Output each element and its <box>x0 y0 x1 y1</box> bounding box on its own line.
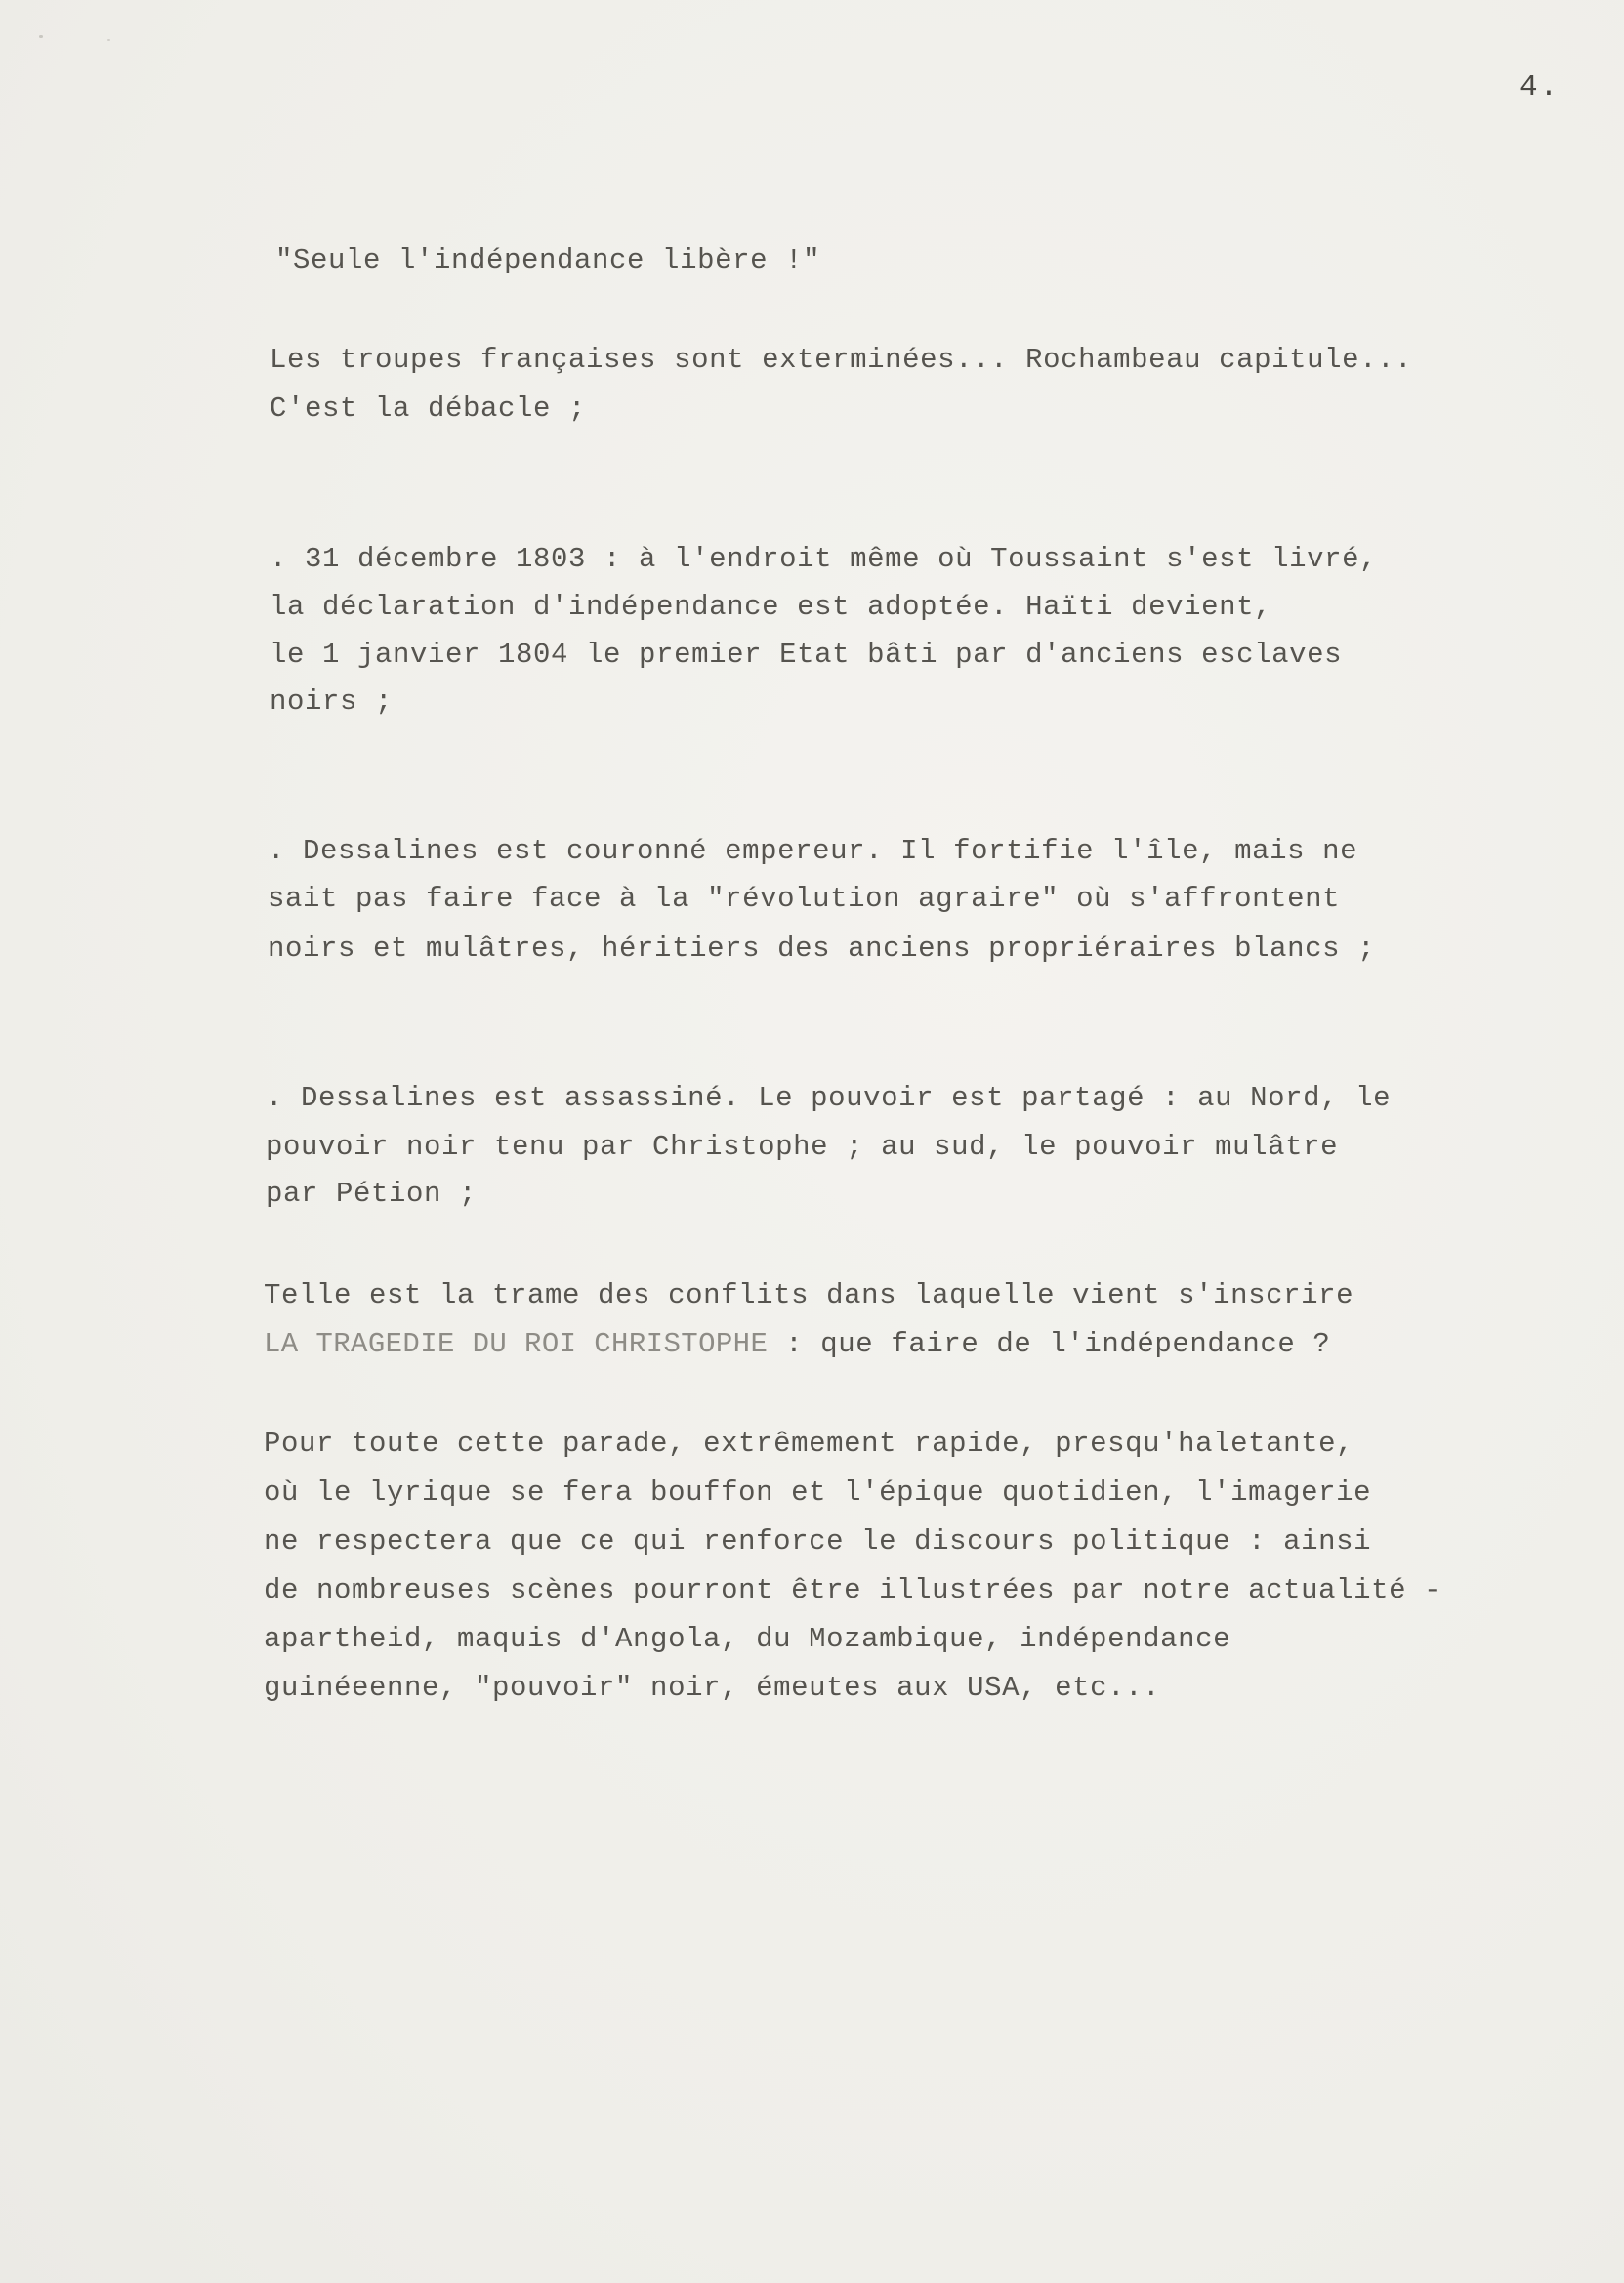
paragraph-7-line-3: ne respectera que ce qui renforce le discours politique : ainsi <box>264 1525 1372 1557</box>
paragraph-7-line-1: Pour toute cette parade, extrêmement rapide, presqu'haletante, <box>264 1428 1354 1460</box>
paragraph-7-line-6: guinéeenne, "pouvoir" noir, émeutes aux USA, etc... <box>264 1672 1161 1704</box>
paragraph-6-line-1: Telle est la trame des conflits dans laquelle vient s'inscrire <box>264 1279 1354 1311</box>
paragraph-5-line-1: . Dessalines est assassiné. Le pouvoir est partagé : au Nord, le <box>266 1082 1392 1114</box>
paragraph-5-line-2: pouvoir noir tenu par Christophe ; au sud, le pouvoir mulâtre <box>266 1131 1339 1163</box>
paragraph-5-line-3: par Pétion ; <box>266 1178 478 1210</box>
paragraph-3-line-1: . 31 décembre 1803 : à l'endroit même où Toussaint s'est livré, <box>270 543 1378 575</box>
paragraph-4-line-3: noirs et mulâtres, héritiers des anciens propriéraires blancs ; <box>268 933 1376 965</box>
paragraph-7-line-4: de nombreuses scènes pourront être illustrées par notre actualité - <box>264 1574 1442 1606</box>
paragraph-1-line-1: "Seule l'indépendance libère !" <box>275 244 821 276</box>
paragraph-4-line-2: sait pas faire face à la "révolution agraire" où s'affrontent <box>268 883 1341 915</box>
paragraph-3-line-2: la déclaration d'indépendance est adoptée. Haïti devient, <box>270 591 1272 623</box>
paper-speck <box>107 39 110 41</box>
paragraph-3-line-3: le 1 janvier 1804 le premier Etat bâti par d'anciens esclaves <box>270 639 1343 671</box>
paragraph-4-line-1: . Dessalines est couronné empereur. Il fortifie l'île, mais ne <box>268 835 1358 867</box>
paragraph-2-line-1: Les troupes françaises sont exterminées... Rochambeau capitule... <box>270 344 1413 376</box>
play-title: LA TRAGEDIE DU ROI CHRISTOPHE <box>264 1328 769 1360</box>
play-title-question: : que faire de l'indépendance ? <box>768 1328 1331 1360</box>
paper-speck <box>39 35 43 38</box>
paragraph-6-line-2 <box>264 1330 1330 1358</box>
paragraph-3-line-4: noirs ; <box>270 685 394 718</box>
paragraph-7-line-2: où le lyrique se fera bouffon et l'épique quotidien, l'imagerie <box>264 1476 1372 1509</box>
paragraph-2-line-2: C'est la débacle ; <box>270 393 587 425</box>
page-number: 4. <box>1520 70 1561 104</box>
paragraph-7-line-5: apartheid, maquis d'Angola, du Mozambique, indépendance <box>264 1623 1231 1655</box>
